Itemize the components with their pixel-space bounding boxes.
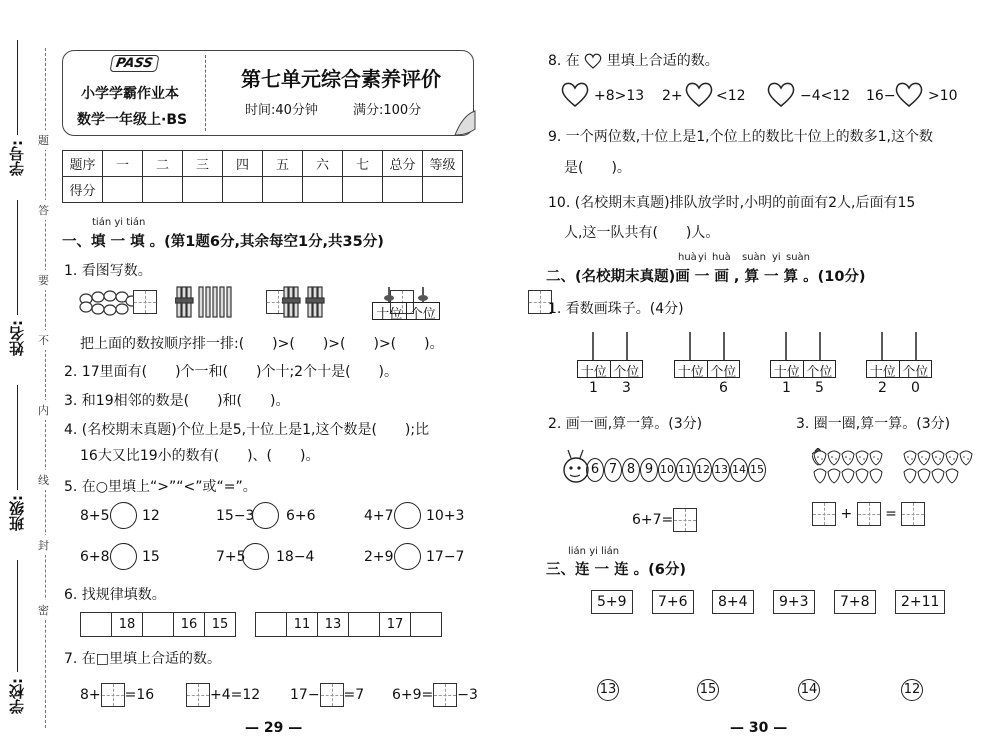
q5-left: 15−3: [216, 508, 255, 524]
s2q2-eq-text: 6+7=: [632, 512, 674, 528]
margin-char: 封: [38, 535, 49, 555]
q7-suffix: −3: [457, 687, 478, 703]
sec1-title: 一、填 一 填 。(第1题6分,其余每空1分,共35分): [62, 234, 384, 250]
abacus-number: 5: [815, 380, 824, 396]
abacus-number: 3: [622, 380, 631, 396]
series-name: 小学学霸作业本: [81, 86, 179, 102]
table-header-cell: 六: [303, 151, 343, 177]
margin-char: 不: [38, 330, 49, 350]
q6-text: 6. 找规律填数。: [64, 587, 166, 603]
s2q2-equation: [632, 508, 697, 532]
sec2-pinyin: huà: [712, 252, 731, 263]
tens-label: 十位: [675, 361, 708, 377]
answer-box[interactable]: [133, 290, 157, 314]
tens-label: 十位: [578, 361, 611, 377]
q7-item: [392, 683, 478, 707]
bead-segment: 8: [622, 458, 640, 482]
match-answer[interactable]: 14: [798, 679, 820, 701]
tens-label: 十位: [771, 361, 804, 377]
abacus-number: 1: [782, 380, 791, 396]
stick-bundles-icon: [282, 285, 330, 319]
q1-text: 1. 看图写数。: [64, 263, 152, 279]
q7-suffix: +4=12: [210, 687, 261, 703]
compare-circle[interactable]: [394, 543, 421, 570]
bead-segment: 14: [730, 458, 748, 482]
bead-segment: 9: [640, 458, 658, 482]
pass-logo: PASS: [110, 55, 160, 72]
q3-text: 3. 和19相邻的数是( )和( )。: [64, 393, 290, 409]
bead-segment: 11: [676, 458, 694, 482]
name-line: [17, 200, 18, 315]
bead-segment: 12: [694, 458, 712, 482]
ones-label: 个位: [710, 365, 737, 380]
answer-box[interactable]: [901, 502, 925, 526]
full-score: 满分:100分: [353, 103, 422, 118]
compare-circle[interactable]: [242, 543, 269, 570]
bead-segment: 6: [586, 458, 604, 482]
q8-item: 16−: [866, 88, 896, 104]
seq-cell[interactable]: [143, 613, 174, 637]
caterpillar-body: [586, 458, 766, 482]
header-box: [62, 50, 474, 136]
school-line: [17, 560, 18, 672]
heart-icon: [584, 53, 602, 69]
sequence-2: [255, 612, 442, 637]
answer-box[interactable]: [320, 683, 344, 707]
score-table: [62, 150, 463, 203]
header-divider: [205, 55, 206, 131]
score-row: [63, 177, 463, 203]
seq-cell[interactable]: [81, 613, 112, 637]
table-header-cell: 总分: [383, 151, 423, 177]
q7-prefix: 6+9=: [392, 687, 434, 703]
heart-answer-icon[interactable]: [560, 80, 590, 108]
answer-box[interactable]: [186, 683, 210, 707]
table-header-cell: 五: [263, 151, 303, 177]
q4-line2: 16大又比19小的数有( )、( )。: [80, 448, 320, 464]
cut-line: [45, 48, 46, 728]
score-table-header: [63, 151, 463, 177]
plus-sign: +: [840, 506, 853, 522]
q7-suffix: =7: [343, 687, 365, 703]
match-expression[interactable]: 9+3: [773, 590, 815, 614]
bead-segment: 15: [748, 458, 766, 482]
abacus-rods-icon: [577, 330, 643, 362]
abacus-number: 1: [589, 380, 598, 396]
q5-left: 7+5: [216, 549, 246, 565]
margin-char: 密: [38, 600, 49, 620]
stick-bundle-icon: [175, 285, 235, 319]
q7-text: 7. 在□里填上合适的数。: [64, 651, 222, 667]
time-limit: 时间:40分钟: [245, 103, 318, 118]
bead-ring-icon: [76, 287, 176, 319]
q5-right: 15: [142, 549, 160, 565]
score-cell[interactable]: [143, 177, 183, 203]
q7-item: [290, 683, 364, 707]
q5-right: 10+3: [426, 508, 465, 524]
sec2-pinyin: yi: [698, 252, 707, 263]
margin-char: 题: [38, 130, 49, 150]
seq-cell[interactable]: [411, 613, 442, 637]
q8-text-b: 里填上合适的数。: [606, 53, 719, 69]
match-expression[interactable]: 2+11: [895, 590, 945, 614]
s2q3-equation: [812, 502, 925, 526]
abacus-number: 2: [878, 380, 887, 396]
q5-left: 8+5: [80, 508, 110, 524]
margin-char: 要: [38, 270, 49, 290]
q8-item: <12: [716, 88, 746, 104]
name-label: 姓名:: [8, 320, 26, 356]
q5-left: 2+9: [364, 549, 394, 565]
q5-text: 5. 在○里填上“>”“<”或“=”。: [64, 479, 257, 495]
answer-box[interactable]: [101, 683, 125, 707]
q1-order: 把上面的数按顺序排一排:( )>( )>( )>( )。: [80, 336, 444, 352]
table-header-cell: 四: [223, 151, 263, 177]
score-cell[interactable]: [263, 177, 303, 203]
sec2-pinyin: suàn: [786, 252, 811, 263]
abacus-rods-icon: [770, 330, 836, 362]
sec3-title: 三、连 一 连 。(6分): [546, 562, 686, 578]
q7-item: [186, 683, 260, 707]
sequence-1: [80, 612, 236, 637]
ones-label: 个位: [902, 365, 929, 380]
ones-label: 个位: [613, 365, 640, 380]
heart-answer-icon[interactable]: [894, 80, 924, 108]
q7-prefix: 17−: [290, 687, 320, 703]
q8-text-a: 8. 在: [548, 53, 580, 69]
seq-cell: 11: [287, 613, 318, 637]
bead-segment: 13: [712, 458, 730, 482]
q5-right: 18−4: [276, 549, 315, 565]
match-expression[interactable]: 8+4: [712, 590, 754, 614]
seq-cell[interactable]: [349, 613, 380, 637]
table-header-cell: 题序: [63, 151, 103, 177]
margin-char: 线: [38, 470, 49, 490]
sec3-pinyin: lián yi lián: [568, 546, 620, 557]
equals-sign: =: [885, 506, 897, 522]
seq-cell: 16: [174, 613, 205, 637]
bead-segment: 10: [658, 458, 676, 482]
school-label: 学校:: [8, 678, 26, 714]
score-cell[interactable]: [383, 177, 423, 203]
abacus-rods-icon: [674, 330, 740, 362]
seq-cell: 18: [112, 613, 143, 637]
q5-left: 6+8: [80, 549, 110, 565]
score-cell[interactable]: [423, 177, 463, 203]
compare-circle[interactable]: [110, 502, 137, 529]
class-line: [17, 385, 18, 490]
seq-cell: 17: [380, 613, 411, 637]
compare-circle[interactable]: [394, 502, 421, 529]
seq-cell[interactable]: [256, 613, 287, 637]
q2-text: 2. 17里面有( )个一和( )个十;2个十是( )。: [64, 364, 399, 380]
seq-cell: 15: [205, 613, 236, 637]
score-cell[interactable]: [343, 177, 383, 203]
match-answer[interactable]: 15: [697, 679, 719, 701]
sec2-pinyin: suàn: [742, 252, 767, 263]
page-title: 第七单元综合素养评价: [241, 67, 441, 91]
answer-box[interactable]: [433, 683, 457, 707]
score-cell[interactable]: [183, 177, 223, 203]
q5-right: 6+6: [286, 508, 316, 524]
bead-segment: 7: [604, 458, 622, 482]
tens-label: 十位: [867, 361, 900, 377]
compare-circle[interactable]: [252, 502, 279, 529]
strawberry-group-icon: [812, 448, 994, 488]
subject-grade: 数学一年级上·BS: [77, 112, 188, 128]
s2q1-text: 1. 看数画珠子。(4分): [548, 301, 684, 317]
match-answer[interactable]: 13: [597, 679, 619, 701]
answer-box[interactable]: [673, 508, 697, 532]
q8-item: −4<12: [800, 88, 851, 104]
margin-char: 内: [38, 400, 49, 420]
table-header-cell: 等级: [423, 151, 463, 177]
q5-left: 4+7: [364, 508, 394, 524]
abacus-number: 0: [911, 380, 920, 396]
table-header-cell: 二: [143, 151, 183, 177]
q10-line1: 10. (名校期末真题)排队放学时,小明的前面有2人,后面有15: [548, 195, 916, 211]
table-header-cell: 一: [103, 151, 143, 177]
heart-answer-icon[interactable]: [684, 80, 714, 108]
q8-item: 2+: [662, 88, 683, 104]
q9-line2: 是( )。: [564, 160, 631, 176]
answer-box[interactable]: [857, 502, 881, 526]
student-id-line: [17, 40, 18, 135]
seq-cell: 13: [318, 613, 349, 637]
q8-item: +8>13: [594, 88, 645, 104]
score-cell[interactable]: [223, 177, 263, 203]
sec2-pinyin: yi: [772, 252, 781, 263]
compare-circle[interactable]: [110, 543, 137, 570]
q5-right: 17−7: [426, 549, 465, 565]
binding-strip: [0, 0, 58, 755]
sec1-pinyin: tián yi tián: [92, 217, 146, 228]
sec2-pinyin: huà: [678, 252, 697, 263]
score-cell[interactable]: [103, 177, 143, 203]
match-answer[interactable]: 12: [901, 679, 923, 701]
q4-line1: 4. (名校期末真题)个位上是5,十位上是1,这个数是( );比: [64, 422, 430, 438]
sec2-title: 二、(名校期末真题)画 一 画 , 算 一 算 。(10分): [546, 269, 866, 285]
page-number-left: — 29 —: [245, 720, 303, 736]
abacus-number: [674, 380, 707, 396]
q7-suffix: =16: [124, 687, 155, 703]
s2q3-text: 3. 圈一圈,算一算。(3分): [796, 416, 951, 432]
abacus-label-row: [372, 302, 440, 320]
ones-label: 个位: [806, 365, 833, 380]
table-header-cell: 三: [183, 151, 223, 177]
q7-prefix: 8+: [80, 687, 101, 703]
tens-label: 十位: [373, 303, 407, 319]
page-curl-icon: [453, 109, 477, 137]
q8-text: [548, 50, 719, 70]
heart-answer-icon[interactable]: [766, 80, 796, 108]
score-row-label: 得分: [63, 177, 103, 203]
match-expression[interactable]: 7+8: [834, 590, 876, 614]
q7-item: [80, 683, 154, 707]
student-id-label: 学号:: [8, 140, 26, 176]
page-number-right: — 30 —: [730, 720, 788, 736]
table-header-cell: 七: [343, 151, 383, 177]
match-expression[interactable]: 7+6: [652, 590, 694, 614]
answer-box[interactable]: [812, 502, 836, 526]
class-label: 班级:: [8, 495, 26, 531]
abacus-number: 6: [719, 380, 728, 396]
abacus-rods-icon: [866, 330, 932, 362]
s2q2-text: 2. 画一画,算一算。(3分): [548, 416, 703, 432]
q9-line1: 9. 一个两位数,十位上是1,个位上的数比十位上的数多1,这个数: [548, 129, 933, 145]
score-cell[interactable]: [303, 177, 343, 203]
q5-right: 12: [142, 508, 160, 524]
q10-line2: 人,这一队共有( )人。: [564, 225, 720, 241]
match-expression[interactable]: 5+9: [591, 590, 633, 614]
q8-item: >10: [928, 88, 958, 104]
ones-label: 个位: [409, 307, 436, 322]
margin-char: 答: [38, 200, 49, 220]
